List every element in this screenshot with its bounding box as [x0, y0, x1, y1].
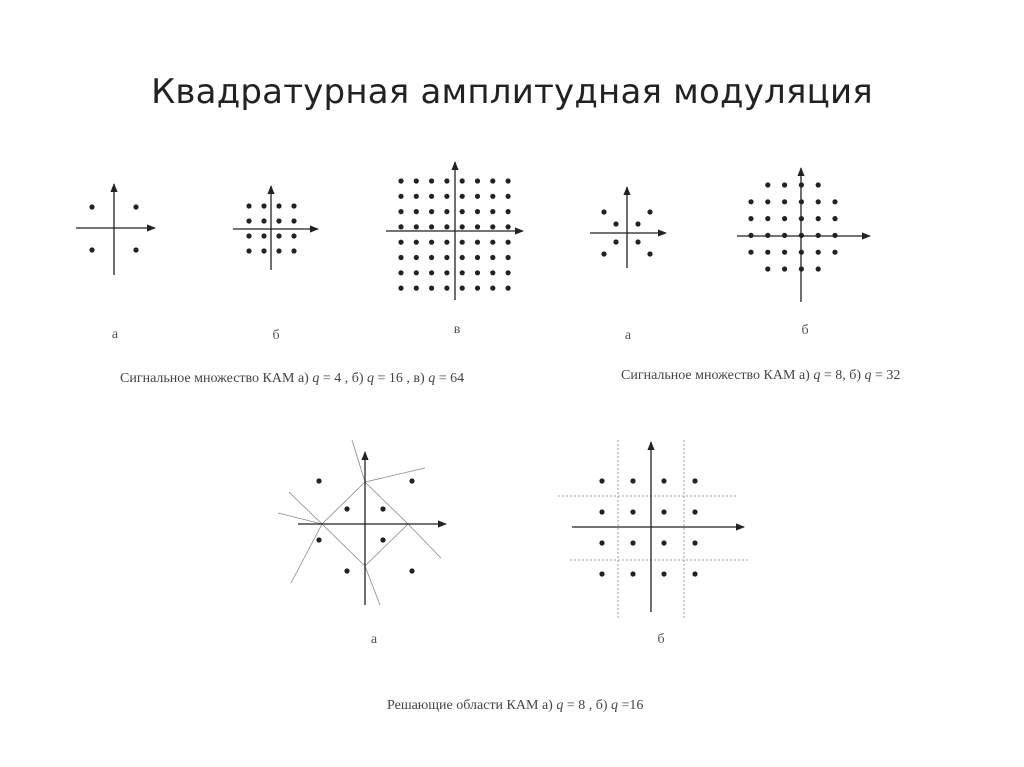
constellation-point: [816, 233, 821, 238]
constellation-point: [506, 178, 511, 183]
constellation-point: [799, 216, 804, 221]
constellation-point: [782, 233, 787, 238]
constellation-point: [291, 218, 296, 223]
constellation-point: [661, 509, 666, 514]
caption-signal-set-8-32: [621, 368, 900, 384]
constellation-point: [414, 178, 419, 183]
constellation-point: [630, 540, 635, 545]
label-fig2-a: а: [624, 328, 632, 343]
slide-title: Квадратурная амплитудная модуляция: [151, 72, 873, 112]
constellation-point: [475, 194, 480, 199]
constellation-point: [460, 240, 465, 245]
constellation-point: [506, 224, 511, 229]
constellation-point: [765, 199, 770, 204]
constellation-point: [613, 239, 618, 244]
constellation-point: [429, 255, 434, 260]
constellation-point: [429, 240, 434, 245]
decision-regions-q16: [558, 440, 750, 620]
constellation-point: [316, 478, 321, 483]
caption2-q: q: [813, 368, 821, 383]
constellation-point: [782, 250, 787, 255]
caption1-prefix: Сигнальное множество КАМ а): [120, 371, 313, 386]
constellation-point: [444, 286, 449, 291]
constellation-point: [599, 478, 604, 483]
caption3-q: q: [556, 698, 564, 713]
constellation-point: [475, 270, 480, 275]
caption2-v1: = 8, б): [820, 368, 865, 383]
constellation-point: [782, 182, 787, 187]
constellation-point: [647, 209, 652, 214]
constellation-point: [475, 178, 480, 183]
caption3-prefix: Решающие области КАМ а): [387, 698, 557, 713]
qam4-constellation: [76, 184, 155, 275]
constellation-point: [832, 250, 837, 255]
constellation-point: [692, 571, 697, 576]
constellation-point: [661, 571, 666, 576]
constellation-point: [460, 224, 465, 229]
constellation-point: [398, 178, 403, 183]
constellation-point: [276, 233, 281, 238]
constellation-point: [782, 266, 787, 271]
constellation-point: [630, 478, 635, 483]
caption2-v2: = 32: [871, 368, 901, 383]
constellation-point: [490, 255, 495, 260]
label-fig3-a: а: [370, 632, 378, 647]
constellation-point: [276, 218, 281, 223]
constellation-point: [344, 568, 349, 573]
constellation-point: [630, 509, 635, 514]
constellation-point: [490, 178, 495, 183]
constellation-point: [601, 209, 606, 214]
constellation-point: [475, 286, 480, 291]
caption1-q: q: [312, 371, 320, 386]
constellation-point: [460, 286, 465, 291]
caption-signal-set-4-16-64: [120, 371, 464, 387]
constellation-point: [398, 286, 403, 291]
constellation-point: [409, 568, 414, 573]
constellation-point: [475, 209, 480, 214]
caption1-v1: = 4 , б): [319, 371, 368, 386]
constellation-point: [246, 248, 251, 253]
constellation-point: [782, 199, 787, 204]
constellation-point: [380, 506, 385, 511]
constellation-point: [460, 255, 465, 260]
constellation-point: [506, 270, 511, 275]
constellation-point: [475, 255, 480, 260]
constellation-point: [748, 233, 753, 238]
constellation-point: [291, 233, 296, 238]
constellation-point: [261, 248, 266, 253]
constellation-point: [816, 199, 821, 204]
constellation-point: [506, 286, 511, 291]
constellation-point: [444, 270, 449, 275]
label-fig3-b: б: [657, 632, 665, 647]
constellation-point: [475, 240, 480, 245]
constellation-point: [429, 270, 434, 275]
qam16-constellation: [233, 186, 318, 270]
constellation-point: [460, 194, 465, 199]
constellation-point: [765, 250, 770, 255]
constellation-point: [816, 250, 821, 255]
qam64-constellation: [386, 162, 523, 300]
constellation-point: [444, 240, 449, 245]
constellation-point: [832, 199, 837, 204]
constellation-point: [832, 216, 837, 221]
constellation-point: [444, 255, 449, 260]
constellation-point: [398, 194, 403, 199]
label-fig1-b: б: [272, 328, 280, 343]
constellation-point: [414, 270, 419, 275]
constellation-point: [748, 199, 753, 204]
constellation-point: [816, 266, 821, 271]
constellation-point: [799, 266, 804, 271]
constellation-point: [490, 209, 495, 214]
constellation-point: [89, 247, 94, 252]
caption1-v2: = 16 , в): [374, 371, 429, 386]
constellation-point: [261, 233, 266, 238]
constellation-point: [630, 571, 635, 576]
constellation-point: [429, 224, 434, 229]
constellation-point: [414, 224, 419, 229]
constellation-point: [344, 506, 349, 511]
constellation-point: [490, 194, 495, 199]
constellation-point: [380, 537, 385, 542]
constellation-point: [133, 204, 138, 209]
constellation-point: [635, 239, 640, 244]
constellation-point: [429, 194, 434, 199]
constellation-point: [599, 540, 604, 545]
constellation-point: [398, 224, 403, 229]
caption1-q: q: [367, 371, 375, 386]
qam8-constellation: [590, 187, 666, 268]
caption1-q: q: [428, 371, 436, 386]
label-fig1-a: а: [111, 327, 119, 342]
constellation-point: [599, 509, 604, 514]
constellation-point: [429, 286, 434, 291]
constellation-point: [765, 216, 770, 221]
constellation-point: [661, 540, 666, 545]
constellation-point: [490, 240, 495, 245]
constellation-point: [475, 224, 480, 229]
constellation-point: [799, 182, 804, 187]
constellation-point: [490, 224, 495, 229]
constellation-point: [414, 286, 419, 291]
constellation-point: [316, 537, 321, 542]
constellation-point: [398, 270, 403, 275]
constellation-point: [613, 221, 618, 226]
constellation-point: [398, 255, 403, 260]
constellation-point: [460, 270, 465, 275]
constellation-point: [692, 540, 697, 545]
constellation-point: [398, 209, 403, 214]
constellation-point: [291, 203, 296, 208]
constellation-point: [276, 203, 281, 208]
constellation-point: [261, 218, 266, 223]
constellation-point: [635, 221, 640, 226]
constellation-point: [291, 248, 296, 253]
caption3-v2: =16: [618, 698, 644, 713]
qam32-constellation: [737, 168, 870, 302]
label-fig1-c: в: [453, 322, 461, 337]
constellation-point: [89, 204, 94, 209]
caption-decision-regions: [387, 698, 643, 714]
constellation-point: [414, 255, 419, 260]
constellation-point: [414, 240, 419, 245]
decision-regions-q8: [278, 440, 446, 605]
constellation-point: [444, 224, 449, 229]
constellation-point: [782, 216, 787, 221]
constellation-point: [414, 209, 419, 214]
caption2-prefix: Сигнальное множество КАМ а): [621, 368, 814, 383]
constellation-point: [748, 250, 753, 255]
constellation-point: [460, 178, 465, 183]
caption1-v3: = 64: [435, 371, 465, 386]
constellation-point: [661, 478, 666, 483]
constellation-point: [246, 233, 251, 238]
constellation-point: [765, 182, 770, 187]
constellation-point: [398, 240, 403, 245]
caption3-q: q: [611, 698, 619, 713]
constellation-point: [599, 571, 604, 576]
constellation-point: [490, 286, 495, 291]
constellation-point: [816, 216, 821, 221]
constellation-point: [506, 209, 511, 214]
constellation-point: [246, 218, 251, 223]
constellation-point: [647, 251, 652, 256]
constellation-point: [601, 251, 606, 256]
constellation-point: [246, 203, 251, 208]
constellation-point: [506, 194, 511, 199]
constellation-point: [832, 233, 837, 238]
constellation-point: [799, 233, 804, 238]
constellation-point: [444, 209, 449, 214]
constellation-point: [692, 509, 697, 514]
caption2-q: q: [864, 368, 872, 383]
constellation-point: [799, 250, 804, 255]
constellation-point: [414, 194, 419, 199]
constellation-point: [490, 270, 495, 275]
constellation-point: [261, 203, 266, 208]
constellation-point: [444, 194, 449, 199]
constellation-point: [444, 178, 449, 183]
constellation-point: [799, 199, 804, 204]
constellation-point: [765, 266, 770, 271]
constellation-point: [765, 233, 770, 238]
constellation-point: [409, 478, 414, 483]
constellation-point: [506, 240, 511, 245]
label-fig2-b: б: [801, 323, 809, 338]
constellation-point: [506, 255, 511, 260]
constellation-point: [276, 248, 281, 253]
constellation-point: [429, 209, 434, 214]
constellation-point: [816, 182, 821, 187]
constellation-point: [133, 247, 138, 252]
constellation-point: [692, 478, 697, 483]
constellation-point: [429, 178, 434, 183]
constellation-point: [460, 209, 465, 214]
constellation-point: [748, 216, 753, 221]
caption3-v1: = 8 , б): [563, 698, 612, 713]
